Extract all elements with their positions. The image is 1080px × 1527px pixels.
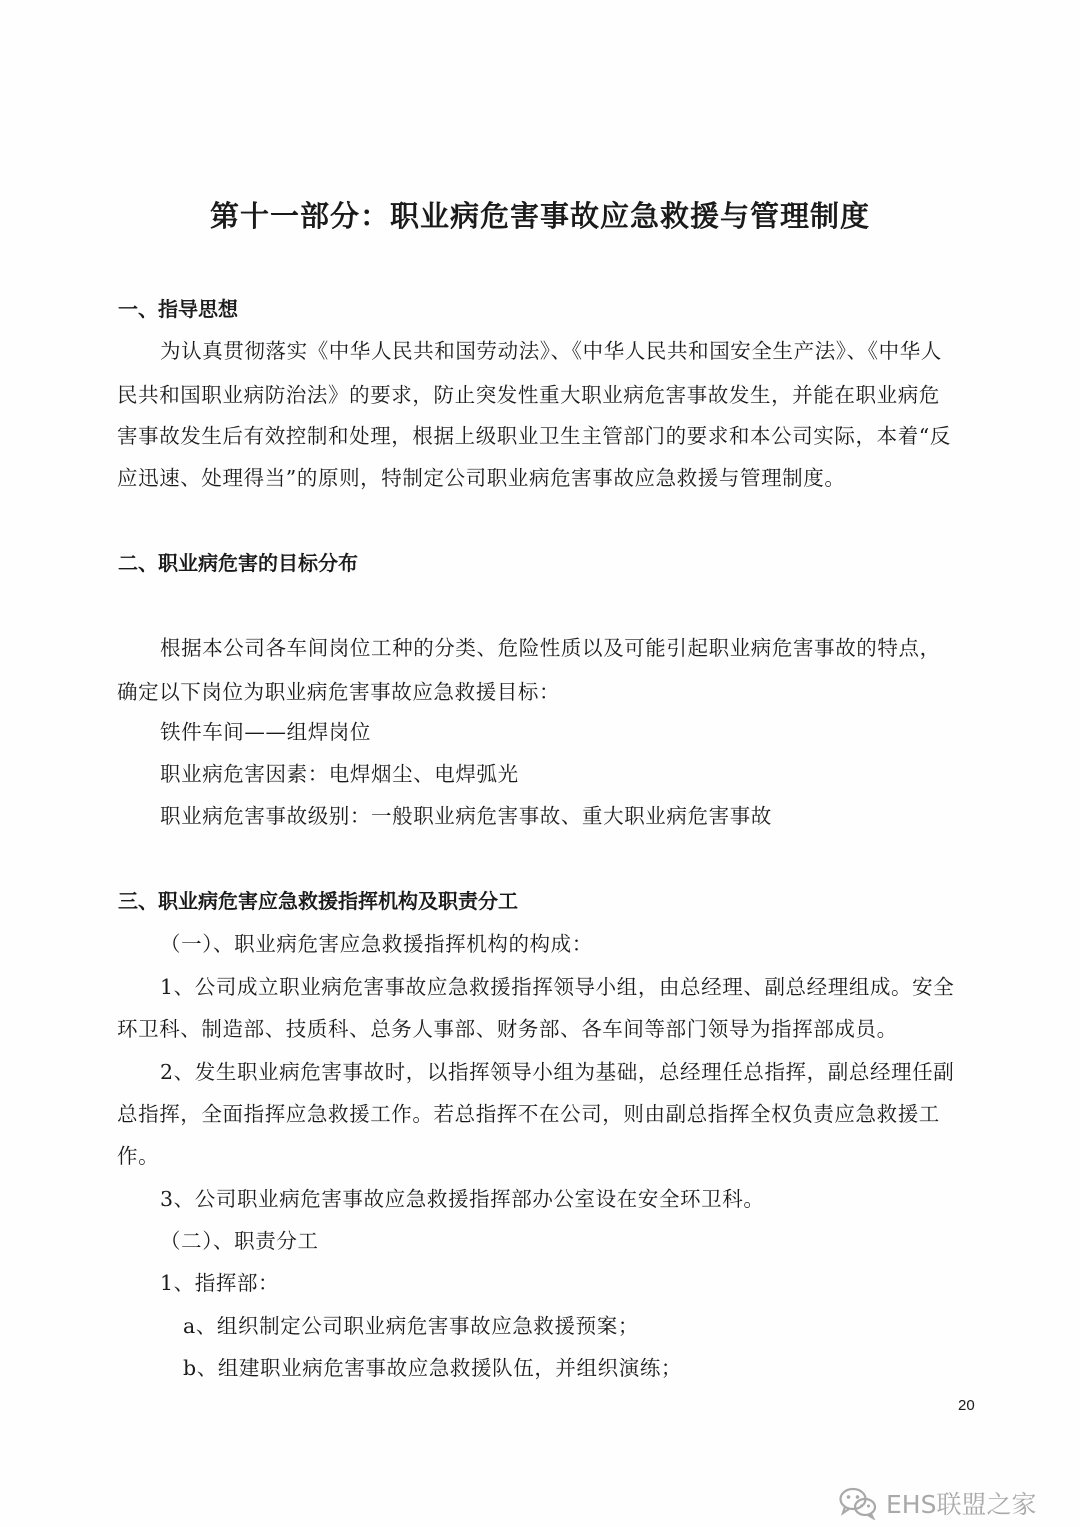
paragraph-line: b、组建职业病危害事故应急救援队伍，并组织演练； bbox=[183, 1356, 683, 1380]
wechat-icon bbox=[838, 1486, 878, 1520]
section-heading: 二、职业病危害的目标分布 bbox=[118, 551, 358, 575]
paragraph-line: 铁件车间——组焊岗位 bbox=[160, 720, 371, 744]
watermark bbox=[838, 1483, 1036, 1523]
paragraph-line: 应迅速、处理得当”的原则，特制定公司职业病危害事故应急救援与管理制度。 bbox=[117, 466, 846, 490]
paragraph-line: 职业病危害因素：电焊烟尘、电焊弧光 bbox=[160, 762, 519, 786]
paragraph-line: 作。 bbox=[117, 1144, 160, 1168]
section-heading: 一、指导思想 bbox=[118, 297, 238, 321]
paragraph-line: 1、指挥部： bbox=[160, 1271, 280, 1295]
paragraph-line: 1、公司成立职业病危害事故应急救援指挥领导小组，由总经理、副总经理组成。安全 bbox=[160, 975, 955, 999]
paragraph-line: 职业病危害事故级别：一般职业病危害事故、重大职业病危害事故 bbox=[160, 804, 772, 828]
paragraph-line: 民共和国职业病防治法》的要求，防止突发性重大职业病危害事故发生，并能在职业病危 bbox=[117, 383, 940, 407]
paragraph-line: a、组织制定公司职业病危害事故应急救援预案； bbox=[183, 1314, 639, 1338]
page-title: 第十一部分：职业病危害事故应急救援与管理制度 bbox=[209, 199, 870, 233]
paragraph-line: 为认真贯彻落实《中华人民共和国劳动法》、《中华人民共和国安全生产法》、《中华人 bbox=[160, 339, 942, 363]
paragraph-line: 根据本公司各车间岗位工种的分类、危险性质以及可能引起职业病危害事故的特点， bbox=[160, 636, 941, 660]
paragraph-line: 总指挥，全面指挥应急救援工作。若总指挥不在公司，则由副总指挥全权负责应急救援工 bbox=[117, 1102, 940, 1126]
paragraph-line: （一）、职业病危害应急救援指挥机构的构成： bbox=[160, 932, 593, 956]
paragraph-line: （二）、职责分工 bbox=[160, 1229, 319, 1253]
section-heading: 三、职业病危害应急救援指挥机构及职责分工 bbox=[118, 889, 518, 913]
paragraph-line: 环卫科、制造部、技质科、总务人事部、财务部、各车间等部门领导为指挥部成员。 bbox=[117, 1017, 898, 1041]
paragraph-line: 2、发生职业病危害事故时，以指挥领导小组为基础，总经理任总指挥，副总经理任副 bbox=[160, 1060, 955, 1084]
paragraph-line: 3、公司职业病危害事故应急救援指挥部办公室设在安全环卫科。 bbox=[160, 1187, 765, 1211]
page-number: 20 bbox=[958, 1397, 975, 1414]
watermark-text: EHS联盟之家 bbox=[886, 1490, 1037, 1519]
paragraph-line: 害事故发生后有效控制和处理，根据上级职业卫生主管部门的要求和本公司实际，本着“反 bbox=[117, 424, 951, 448]
paragraph-line: 确定以下岗位为职业病危害事故应急救援目标： bbox=[117, 680, 561, 704]
